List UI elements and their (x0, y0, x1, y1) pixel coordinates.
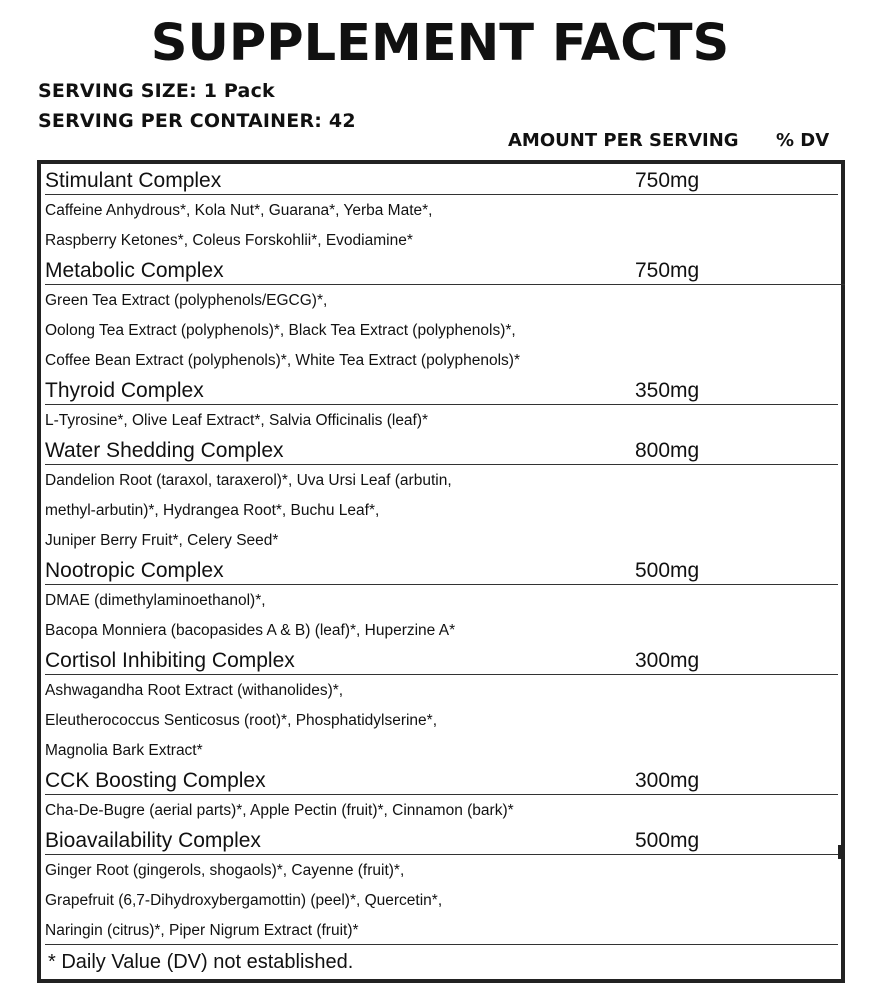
complex-amount: 300mg (635, 769, 700, 792)
complex-amount: 500mg (635, 559, 700, 582)
footnote: * Daily Value (DV) not established. (48, 951, 354, 973)
ingredient-line: DMAE (dimethylaminoethanol)*, (45, 592, 266, 609)
serving-size: SERVING SIZE: 1 Pack (38, 80, 275, 102)
complex-divider (45, 404, 838, 405)
ingredient-line: Naringin (citrus)*, Piper Nigrum Extract (fruit)* (45, 922, 359, 939)
footnote-divider (45, 944, 838, 945)
ingredient-line: Green Tea Extract (polyphenols/EGCG)*, (45, 292, 328, 309)
dv-header: % DV (776, 130, 830, 151)
ingredient-line: Bacopa Monniera (bacopasides A & B) (leaf)*, Huperzine A* (45, 622, 456, 639)
complex-divider (45, 854, 838, 855)
complex-name: CCK Boosting Complex (45, 769, 266, 792)
complex-amount: 750mg (635, 259, 700, 282)
ingredient-line: Oolong Tea Extract (polyphenols)*, Black Tea Extract (polyphenols)*, (45, 322, 516, 339)
ingredient-line: Magnolia Bark Extract* (45, 742, 203, 759)
ingredient-line: methyl-arbutin)*, Hydrangea Root*, Buchu Leaf*, (45, 502, 380, 519)
complex-name: Cortisol Inhibiting Complex (45, 649, 295, 672)
complex-amount: 350mg (635, 379, 700, 402)
servings-per-container: SERVING PER CONTAINER: 42 (38, 110, 356, 132)
page-title: SUPPLEMENT FACTS (150, 14, 730, 73)
complex-amount: 300mg (635, 649, 700, 672)
complex-amount: 500mg (635, 829, 700, 852)
ingredient-line: Raspberry Ketones*, Coleus Forskohlii*, Evodiamine* (45, 232, 413, 249)
ingredient-line: Juniper Berry Fruit*, Celery Seed* (45, 532, 279, 549)
ingredient-line: L-Tyrosine*, Olive Leaf Extract*, Salvia Officinalis (leaf)* (45, 412, 429, 429)
complex-divider (45, 194, 838, 195)
amount-per-serving-header: AMOUNT PER SERVING (508, 130, 739, 151)
ingredient-line: Dandelion Root (taraxol, taraxerol)*, Uva Ursi Leaf (arbutin, (45, 472, 452, 489)
complex-name: Water Shedding Complex (45, 439, 284, 462)
complex-divider (45, 284, 845, 285)
ingredient-line: Coffee Bean Extract (polyphenols)*, White Tea Extract (polyphenols)* (45, 352, 521, 369)
complex-name: Metabolic Complex (45, 259, 224, 282)
complex-name: Stimulant Complex (45, 169, 222, 192)
complex-divider (45, 674, 838, 675)
complex-name: Thyroid Complex (45, 379, 204, 402)
ingredient-line: Cha-De-Bugre (aerial parts)*, Apple Pectin (fruit)*, Cinnamon (bark)* (45, 802, 514, 819)
complex-divider (45, 794, 838, 795)
panel-edge-mark (838, 845, 845, 859)
ingredient-line: Caffeine Anhydrous*, Kola Nut*, Guarana*, Yerba Mate*, (45, 202, 433, 219)
ingredient-line: Ashwagandha Root Extract (withanolides)*, (45, 682, 344, 699)
complex-name: Nootropic Complex (45, 559, 224, 582)
ingredient-line: Ginger Root (gingerols, shogaols)*, Cayenne (fruit)*, (45, 862, 405, 879)
ingredient-line: Eleutherococcus Senticosus (root)*, Phosphatidylserine*, (45, 712, 438, 729)
complex-name: Bioavailability Complex (45, 829, 261, 852)
ingredient-line: Grapefruit (6,7-Dihydroxybergamottin) (peel)*, Quercetin*, (45, 892, 443, 909)
complex-divider (45, 464, 838, 465)
complex-divider (45, 584, 838, 585)
complex-amount: 800mg (635, 439, 700, 462)
complex-amount: 750mg (635, 169, 700, 192)
